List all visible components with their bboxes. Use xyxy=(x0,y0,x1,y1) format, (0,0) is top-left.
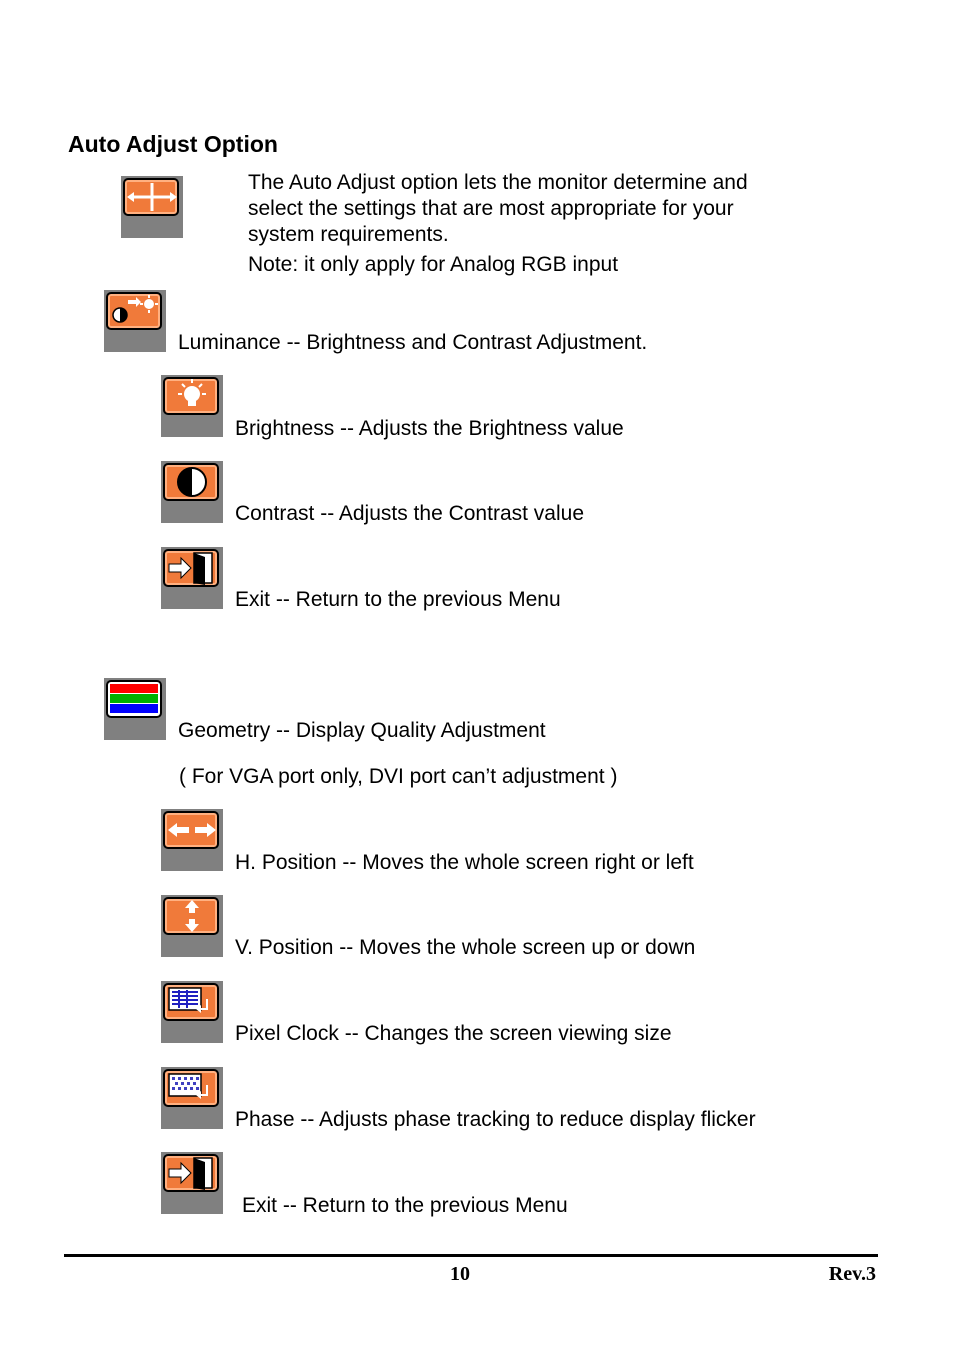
auto-adjust-icon xyxy=(121,176,183,238)
exit-icon xyxy=(161,547,223,609)
luminance-exit-label: Exit -- Return to the previous Menu xyxy=(235,588,561,611)
contrast-label: Contrast -- Adjusts the Contrast value xyxy=(235,502,584,525)
geometry-label: Geometry -- Display Quality Adjustment xyxy=(178,719,546,742)
footer-rule xyxy=(64,1254,878,1257)
revision: Rev.3 xyxy=(828,1263,876,1285)
pixel-clock-icon xyxy=(161,981,223,1043)
exit-icon xyxy=(161,1152,223,1214)
contrast-icon xyxy=(161,461,223,523)
page-title: Auto Adjust Option xyxy=(68,131,278,157)
auto-adjust-note: Note: it only apply for Analog RGB input xyxy=(248,253,619,276)
brightness-icon xyxy=(161,375,223,437)
geometry-icon xyxy=(104,678,166,740)
phase-label: Phase -- Adjusts phase tracking to reduce display flicker xyxy=(235,1108,756,1131)
luminance-icon xyxy=(104,290,166,352)
h-position-label: H. Position -- Moves the whole screen right or left xyxy=(235,851,694,874)
geometry-note: ( For VGA port only, DVI port can’t adjustment ) xyxy=(179,765,618,788)
geometry-exit-label: Exit -- Return to the previous Menu xyxy=(242,1194,568,1217)
auto-adjust-description: The Auto Adjust option lets the monitor determine and select the settings that are most appropriate for your system requirements. xyxy=(248,171,748,246)
v-position-label: V. Position -- Moves the whole screen up or down xyxy=(235,936,696,959)
luminance-label: Luminance -- Brightness and Contrast Adjustment. xyxy=(178,331,648,354)
v-position-icon xyxy=(161,895,223,957)
h-position-icon xyxy=(161,809,223,871)
brightness-label: Brightness -- Adjusts the Brightness value xyxy=(235,417,624,440)
page-number: 10 xyxy=(450,1263,470,1285)
phase-icon xyxy=(161,1067,223,1129)
pixel-clock-label: Pixel Clock -- Changes the screen viewing size xyxy=(235,1022,672,1045)
